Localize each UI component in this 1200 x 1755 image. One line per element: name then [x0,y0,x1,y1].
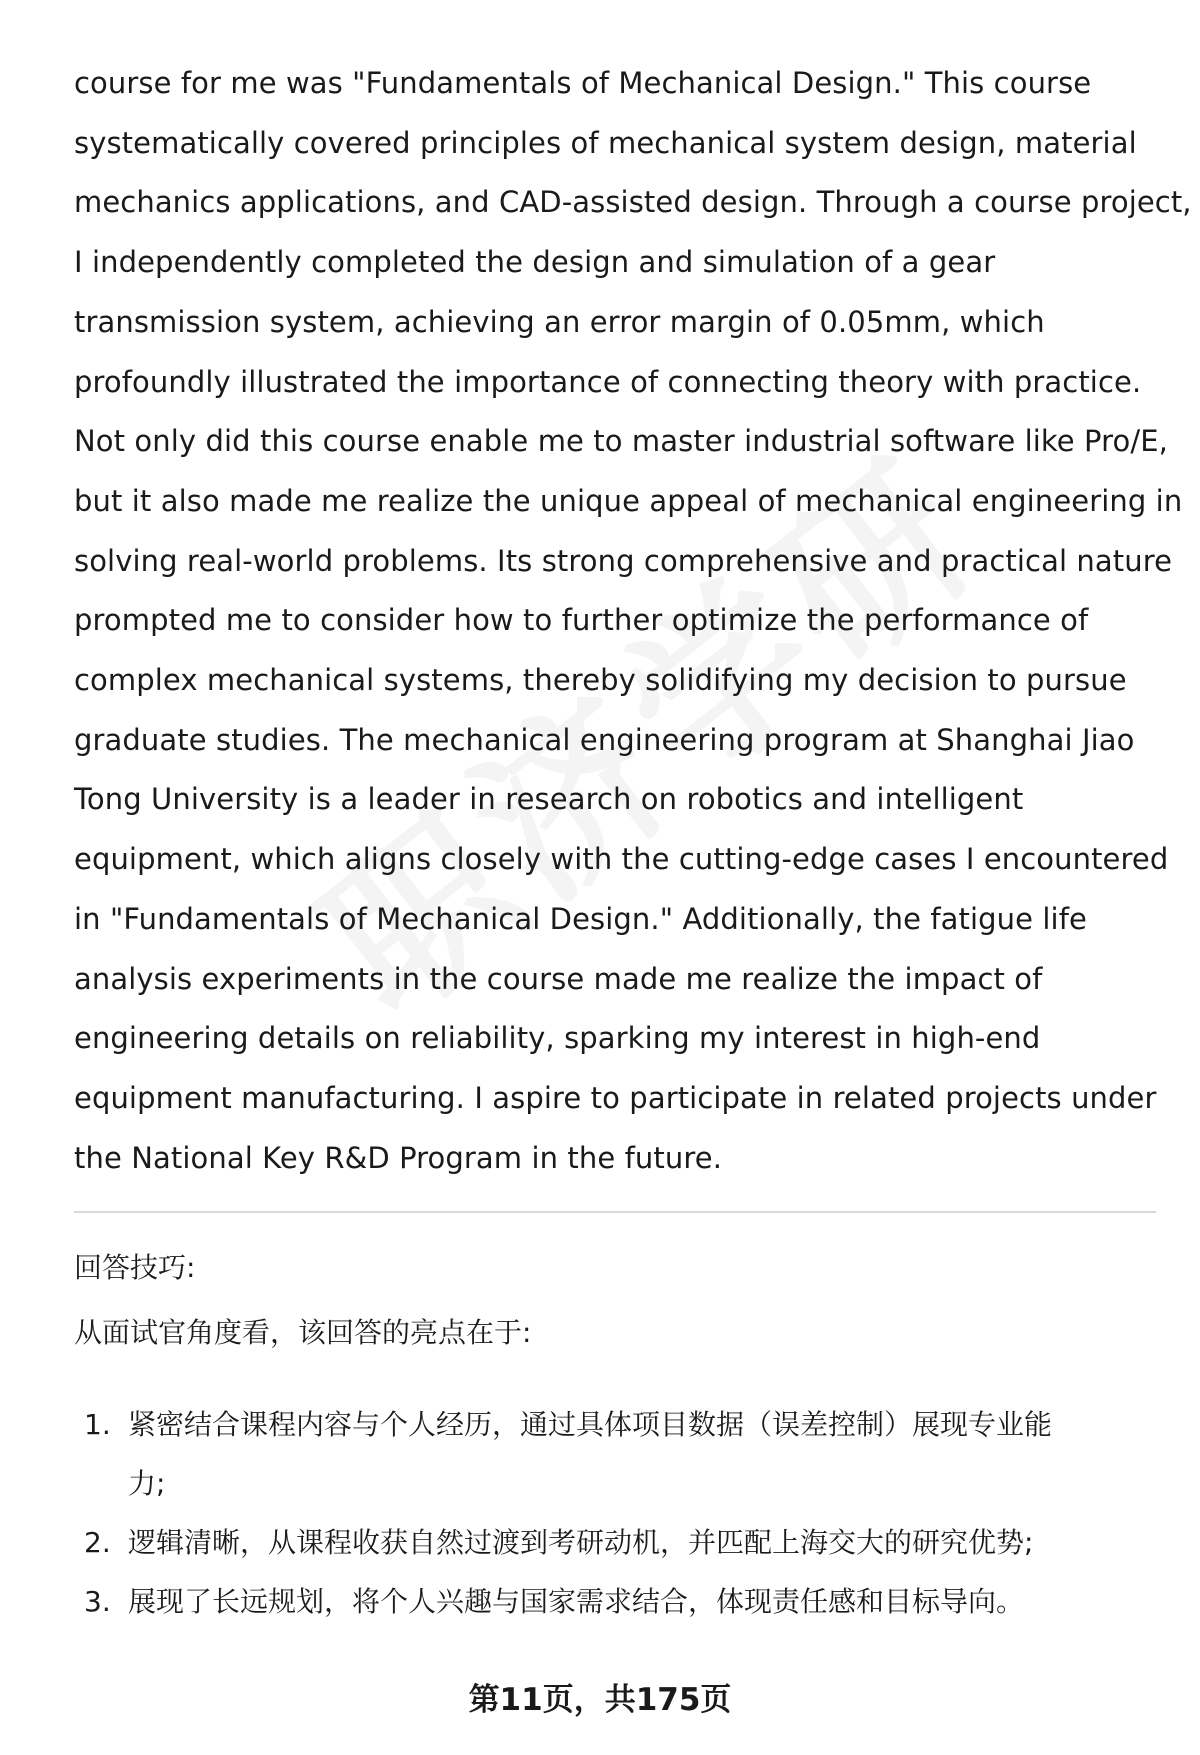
body-line: complex mechanical systems, thereby solidifying my decision to pursue [74,663,1127,698]
body-line: in "Fundamentals of Mechanical Design." Additionally, the fatigue life [74,901,1087,936]
tips-list-item [74,1572,1164,1631]
section-divider [74,1211,1156,1213]
body-line: Not only did this course enable me to master industrial software like Pro/E, [74,424,1168,459]
body-line: equipment, which aligns closely with the cutting-edge cases I encountered [74,842,1169,877]
body-line: but it also made me realize the unique appeal of mechanical engineering in [74,483,1183,518]
list-item-text: 展现了长远规划，将个人兴趣与国家需求结合，体现责任感和目标导向。 [128,1585,1025,1618]
tips-list-item [74,1513,1164,1572]
list-number: 1. [84,1408,111,1441]
tips-list-item [74,1395,1164,1513]
tips-list [74,1395,1164,1631]
tips-heading: 回答技巧: [74,1251,196,1284]
body-line: graduate studies. The mechanical engineering program at Shanghai Jiao [74,722,1135,757]
body-line: transmission system, achieving an error margin of 0.05mm, which [74,304,1045,339]
body-line: course for me was "Fundamentals of Mechanical Design." This course [74,66,1092,100]
body-line: profoundly illustrated the importance of connecting theory with practice. [74,364,1142,399]
body-line: systematically covered principles of mechanical system design, material [74,125,1137,160]
list-item-text: 逻辑清晰，从课程收获自然过渡到考研动机，并匹配上海交大的研究优势; [128,1526,1034,1559]
list-number: 2. [84,1526,111,1559]
body-line: engineering details on reliability, sparking my interest in high-end [74,1021,1041,1056]
body-line: I independently completed the design and simulation of a gear [74,245,996,280]
body-line: prompted me to consider how to further optimize the performance of [74,603,1089,638]
body-line: analysis experiments in the course made me realize the impact of [74,961,1043,996]
page-number-footer: 第11页，共175页 [468,1682,732,1718]
tips-intro: 从面试官角度看，该回答的亮点在于: [74,1316,532,1349]
list-item-text: 力; [128,1467,166,1500]
list-number: 3. [84,1585,111,1618]
body-line: equipment manufacturing. I aspire to participate in related projects under [74,1080,1157,1115]
body-line: Tong University is a leader in research on robotics and intelligent [74,782,1024,817]
answer-body-text [74,54,1192,1188]
body-line: solving real-world problems. Its strong comprehensive and practical nature [74,543,1173,578]
list-item-text: 紧密结合课程内容与个人经历，通过具体项目数据（误差控制）展现专业能 [128,1408,1053,1441]
body-line: the National Key R&D Program in the future. [74,1140,723,1175]
body-line: mechanics applications, and CAD-assisted design. Through a course project, [74,185,1192,220]
